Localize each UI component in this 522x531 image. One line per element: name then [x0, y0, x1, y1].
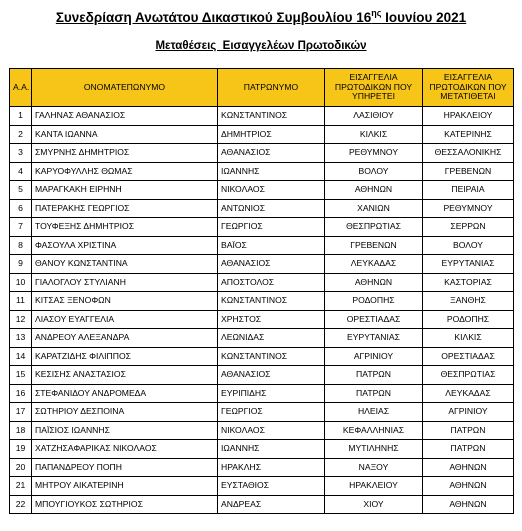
row-number: 20	[10, 458, 32, 477]
row-current-office: ΚΙΛΚΙΣ	[325, 125, 423, 144]
page-subtitle: Μεταθέσεις Εισαγγελέων Πρωτοδικών	[155, 40, 367, 52]
row-current-office: ΗΡΑΚΛΕΙΟΥ	[325, 477, 423, 496]
row-name: ΘΑΝΟΥ ΚΩΝΣΤΑΝΤΙΝΑ	[32, 255, 218, 274]
row-name: ΠΑΤΕΡΑΚΗΣ ΓΕΩΡΓΙΟΣ	[32, 199, 218, 218]
table-row	[10, 440, 514, 459]
row-new-office: ΑΘΗΝΩΝ	[423, 477, 514, 496]
row-patronymic: ΓΕΩΡΓΙΟΣ	[218, 403, 325, 422]
row-patronymic: ΧΡΗΣΤΟΣ	[218, 310, 325, 329]
row-name: ΓΙΑΛΟΓΛΟΥ ΣΤΥΛΙΑΝΗ	[32, 273, 218, 292]
row-current-office: ΜΥΤΙΛΗΝΗΣ	[325, 440, 423, 459]
row-new-office: ΕΥΡΥΤΑΝΙΑΣ	[423, 255, 514, 274]
row-patronymic: ΚΩΝΣΤΑΝΤΙΝΟΣ	[218, 292, 325, 311]
table-header-row	[10, 69, 514, 107]
row-name: ΓΑΛΗΝΑΣ ΑΘΑΝΑΣΙΟΣ	[32, 107, 218, 126]
row-name: ΜΗΤΡΟΥ ΑΙΚΑΤΕΡΙΝΗ	[32, 477, 218, 496]
row-current-office: ΛΑΣΙΘΙΟΥ	[325, 107, 423, 126]
row-patronymic: ΙΩΑΝΝΗΣ	[218, 440, 325, 459]
header-current-office: ΕΙΣΑΓΓΕΛΙΑ ΠΡΩΤΟΔΙΚΩΝ ΠΟΥ ΥΠΗΡΕΤΕΙ	[325, 69, 423, 107]
row-current-office: ΡΟΔΟΠΗΣ	[325, 292, 423, 311]
row-patronymic: ΕΥΡΙΠΙΔΗΣ	[218, 384, 325, 403]
row-current-office: ΧΙΟΥ	[325, 495, 423, 514]
row-number: 13	[10, 329, 32, 348]
row-current-office: ΘΕΣΠΡΩΤΙΑΣ	[325, 218, 423, 237]
row-current-office: ΡΕΘΥΜΝΟΥ	[325, 144, 423, 163]
row-name: ΚΑΡΑΤΖΙΔΗΣ ΦΙΛΙΠΠΟΣ	[32, 347, 218, 366]
row-name: ΧΑΤΖΗΣΑΦΑΡΙΚΑΣ ΝΙΚΟΛΑΟΣ	[32, 440, 218, 459]
table-row	[10, 310, 514, 329]
row-number: 8	[10, 236, 32, 255]
row-number: 2	[10, 125, 32, 144]
row-number: 5	[10, 181, 32, 200]
row-new-office: ΣΕΡΡΩΝ	[423, 218, 514, 237]
row-number: 14	[10, 347, 32, 366]
row-new-office: ΘΕΣΠΡΩΤΙΑΣ	[423, 366, 514, 385]
row-current-office: ΗΛΕΙΑΣ	[325, 403, 423, 422]
title-tail: Ιουνίου 2021	[381, 10, 467, 25]
row-new-office: ΠΕΙΡΑΙΑ	[423, 181, 514, 200]
row-name: ΤΟΥΦΕΞΗΣ ΔΗΜΗΤΡΙΟΣ	[32, 218, 218, 237]
row-current-office: ΧΑΝΙΩΝ	[325, 199, 423, 218]
table-row	[10, 495, 514, 514]
row-name: ΑΝΔΡΕΟΥ ΑΛΕΞΑΝΔΡΑ	[32, 329, 218, 348]
header-name: ΟΝΟΜΑΤΕΠΩΝΥΜΟ	[32, 69, 218, 107]
row-number: 1	[10, 107, 32, 126]
row-patronymic: ΚΩΝΣΤΑΝΤΙΝΟΣ	[218, 107, 325, 126]
row-new-office: ΞΑΝΘΗΣ	[423, 292, 514, 311]
table-row	[10, 218, 514, 237]
row-current-office: ΑΘΗΝΩΝ	[325, 273, 423, 292]
row-number: 4	[10, 162, 32, 181]
title-main: Συνεδρίαση Ανωτάτου Δικαστικού Συμβουλίου 16	[55, 10, 372, 25]
table-row	[10, 125, 514, 144]
row-number: 11	[10, 292, 32, 311]
page-title	[0, 8, 522, 25]
row-patronymic: ΒΑΪΟΣ	[218, 236, 325, 255]
table-row	[10, 236, 514, 255]
row-new-office: ΠΑΤΡΩΝ	[423, 421, 514, 440]
row-new-office: ΘΕΣΣΑΛΟΝΙΚΗΣ	[423, 144, 514, 163]
row-name: ΚΙΤΣΑΣ ΞΕΝΟΦΩΝ	[32, 292, 218, 311]
row-new-office: ΚΑΤΕΡΙΝΗΣ	[423, 125, 514, 144]
table-row	[10, 384, 514, 403]
row-name: ΚΕΣΙΣΗΣ ΑΝΑΣΤΑΣΙΟΣ	[32, 366, 218, 385]
row-patronymic: ΔΗΜΗΤΡΙΟΣ	[218, 125, 325, 144]
row-current-office: ΕΥΡΥΤΑΝΙΑΣ	[325, 329, 423, 348]
table-row	[10, 421, 514, 440]
row-new-office: ΗΡΑΚΛΕΙΟΥ	[423, 107, 514, 126]
row-current-office: ΓΡΕΒΕΝΩΝ	[325, 236, 423, 255]
row-current-office: ΑΘΗΝΩΝ	[325, 181, 423, 200]
row-patronymic: ΑΠΟΣΤΟΛΟΣ	[218, 273, 325, 292]
row-name: ΣΜΥΡΝΗΣ ΔΗΜΗΤΡΙΟΣ	[32, 144, 218, 163]
row-new-office: ΒΟΛΟΥ	[423, 236, 514, 255]
row-number: 17	[10, 403, 32, 422]
row-patronymic: ΑΘΑΝΑΣΙΟΣ	[218, 366, 325, 385]
table-row	[10, 107, 514, 126]
row-new-office: ΟΡΕΣΤΙΑΔΑΣ	[423, 347, 514, 366]
row-patronymic: ΑΝΔΡΕΑΣ	[218, 495, 325, 514]
table-row	[10, 347, 514, 366]
row-patronymic: ΓΕΩΡΓΙΟΣ	[218, 218, 325, 237]
row-name: ΜΑΡΑΓΚΑΚΗ ΕΙΡΗΝΗ	[32, 181, 218, 200]
row-patronymic: ΑΘΑΝΑΣΙΟΣ	[218, 144, 325, 163]
row-patronymic: ΗΡΑΚΛΗΣ	[218, 458, 325, 477]
row-number: 10	[10, 273, 32, 292]
table-row	[10, 477, 514, 496]
row-number: 22	[10, 495, 32, 514]
row-number: 21	[10, 477, 32, 496]
header-aa: Α.Α.	[10, 69, 32, 107]
table-row	[10, 273, 514, 292]
row-new-office: ΑΓΡΙΝΙΟΥ	[423, 403, 514, 422]
row-patronymic: ΕΥΣΤΑΘΙΟΣ	[218, 477, 325, 496]
row-name: ΠΑΠΑΝΔΡΕΟΥ ΠΟΠΗ	[32, 458, 218, 477]
row-patronymic: ΑΘΑΝΑΣΙΟΣ	[218, 255, 325, 274]
table-row	[10, 329, 514, 348]
row-name: ΣΩΤΗΡΙΟΥ ΔΕΣΠΟΙΝΑ	[32, 403, 218, 422]
row-name: ΜΠΟΥΓΙΟΥΚΟΣ ΣΩΤΗΡΙΟΣ	[32, 495, 218, 514]
row-number: 6	[10, 199, 32, 218]
title-superscript: ης	[371, 8, 382, 18]
table-row	[10, 181, 514, 200]
row-patronymic: ΙΩΑΝΝΗΣ	[218, 162, 325, 181]
row-current-office: ΒΟΛΟΥ	[325, 162, 423, 181]
header-new-office: ΕΙΣΑΓΓΕΛΙΑ ΠΡΩΤΟΔΙΚΩΝ ΠΟΥ ΜΕΤΑΤΙΘΕΤΑΙ	[423, 69, 514, 107]
row-current-office: ΚΕΦΑΛΛΗΝΙΑΣ	[325, 421, 423, 440]
row-current-office: ΠΑΤΡΩΝ	[325, 384, 423, 403]
row-name: ΦΑΣΟΥΛΑ ΧΡΙΣΤΙΝΑ	[32, 236, 218, 255]
table-row	[10, 458, 514, 477]
row-current-office: ΟΡΕΣΤΙΑΔΑΣ	[325, 310, 423, 329]
table-row	[10, 292, 514, 311]
row-number: 18	[10, 421, 32, 440]
row-number: 15	[10, 366, 32, 385]
table-row	[10, 255, 514, 274]
row-name: ΣΤΕΦΑΝΙΔΟΥ ΑΝΔΡΟΜΕΔΑ	[32, 384, 218, 403]
row-patronymic: ΚΩΝΣΤΑΝΤΙΝΟΣ	[218, 347, 325, 366]
table-row	[10, 162, 514, 181]
row-new-office: ΛΕΥΚΑΔΑΣ	[423, 384, 514, 403]
row-number: 16	[10, 384, 32, 403]
row-number: 7	[10, 218, 32, 237]
row-name: ΚΑΝΤΑ ΙΩΑΝΝΑ	[32, 125, 218, 144]
row-new-office: ΡΟΔΟΠΗΣ	[423, 310, 514, 329]
row-name: ΛΙΑΣΟΥ ΕΥΑΓΓΕΛΙΑ	[32, 310, 218, 329]
row-patronymic: ΑΝΤΩΝΙΟΣ	[218, 199, 325, 218]
table-row	[10, 403, 514, 422]
row-new-office: ΚΑΣΤΟΡΙΑΣ	[423, 273, 514, 292]
row-name: ΠΑΪΣΙΟΣ ΙΩΑΝΝΗΣ	[32, 421, 218, 440]
row-new-office: ΠΑΤΡΩΝ	[423, 440, 514, 459]
table-body	[10, 107, 514, 514]
header-patronymic: ΠΑΤΡΩΝΥΜΟ	[218, 69, 325, 107]
row-current-office: ΝΑΞΟΥ	[325, 458, 423, 477]
row-patronymic: ΝΙΚΟΛΑΟΣ	[218, 421, 325, 440]
row-new-office: ΡΕΘΥΜΝΟΥ	[423, 199, 514, 218]
row-patronymic: ΝΙΚΟΛΑΟΣ	[218, 181, 325, 200]
row-number: 12	[10, 310, 32, 329]
row-name: ΚΑΡΥΟΦΥΛΛΗΣ ΘΩΜΑΣ	[32, 162, 218, 181]
row-number: 19	[10, 440, 32, 459]
row-new-office: ΑΘΗΝΩΝ	[423, 458, 514, 477]
table-row	[10, 199, 514, 218]
row-number: 9	[10, 255, 32, 274]
row-current-office: ΑΓΡΙΝΙΟΥ	[325, 347, 423, 366]
row-number: 3	[10, 144, 32, 163]
transfers-table	[9, 68, 514, 514]
row-new-office: ΚΙΛΚΙΣ	[423, 329, 514, 348]
table-row	[10, 366, 514, 385]
row-patronymic: ΛΕΩΝΙΔΑΣ	[218, 329, 325, 348]
table-row	[10, 144, 514, 163]
row-current-office: ΛΕΥΚΑΔΑΣ	[325, 255, 423, 274]
row-new-office: ΑΘΗΝΩΝ	[423, 495, 514, 514]
row-new-office: ΓΡΕΒΕΝΩΝ	[423, 162, 514, 181]
row-current-office: ΠΑΤΡΩΝ	[325, 366, 423, 385]
